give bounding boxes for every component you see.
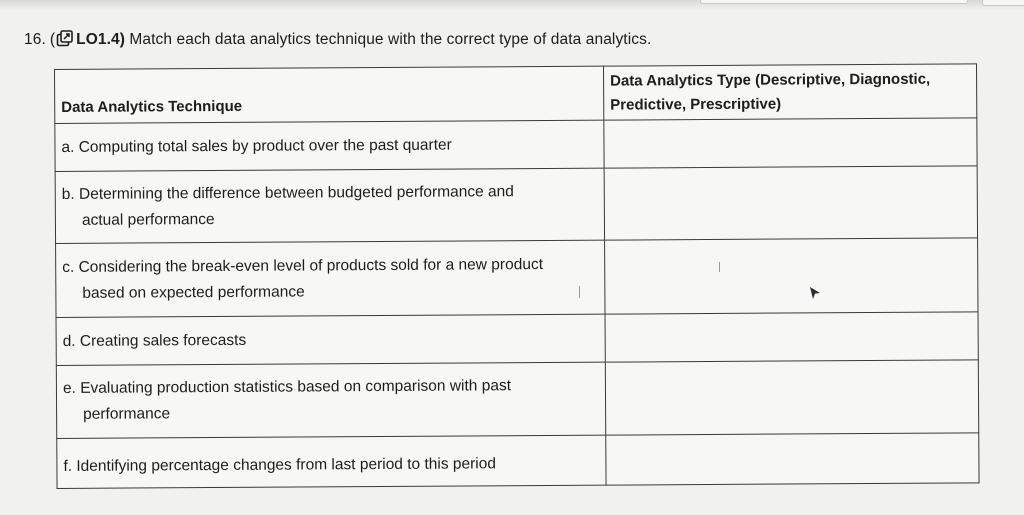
question-text: Match each data analytics technique with the correct type of data analytics. [129,31,652,48]
question-number: 16. [24,31,46,48]
table-row [56,312,978,366]
pen-mark [719,262,720,272]
technique-c-line1: c. Considering the break-even level of products sold for a new product [62,255,544,276]
technique-e-line2: performance [83,405,171,423]
technique-cell-a [55,120,604,171]
top-corner-box [982,0,1024,6]
answer-cell-c[interactable] [605,238,978,314]
answer-cell-a[interactable] [604,118,977,168]
table-row [57,433,979,489]
technique-a-line1: a. Computing total sales by product over the past quarter [61,136,452,156]
table-header-row [55,64,977,124]
technique-d-line1: d. Creating sales forecasts [62,331,247,350]
answer-cell-b[interactable] [604,166,977,240]
header-technique [55,66,604,123]
header-technique-label: Data Analytics Technique [61,97,243,116]
pen-mark [579,286,580,298]
cursor-arrow-icon [809,286,821,305]
top-toolbar-box [700,0,968,4]
technique-c-line2: based on expected performance [82,282,305,302]
technique-e-line1: e. Evaluating production statistics based on comparison with past [62,377,512,397]
learning-objective-code: LO1.4) [76,31,125,48]
table-row [55,166,977,244]
technique-cell-c [56,240,605,317]
answer-cell-e[interactable] [605,360,978,435]
technique-cell-b [55,168,604,243]
table-row [56,360,978,439]
matching-table [54,63,980,489]
question-open-paren: ( [49,31,56,48]
table-row [56,238,978,318]
matching-table-container [54,63,980,489]
question-heading [24,30,651,52]
technique-cell-d [56,314,605,365]
header-type [603,64,976,120]
technique-cell-e [56,362,605,438]
table-row [55,118,977,172]
technique-f-line1: f. Identifying percentage changes from last period to this period [63,454,497,475]
header-type-line1: Data Analytics Type (Descriptive, Diagnostic, [610,70,931,90]
answer-cell-f[interactable] [606,433,979,485]
technique-b-line2: actual performance [81,210,215,229]
technique-b-line1: b. Determining the difference between budgeted performance and [61,182,514,203]
external-link-box-icon[interactable] [56,30,73,52]
header-type-line2: Predictive, Prescriptive) [610,95,782,114]
answer-cell-d[interactable] [605,312,978,362]
technique-cell-f [57,435,606,488]
